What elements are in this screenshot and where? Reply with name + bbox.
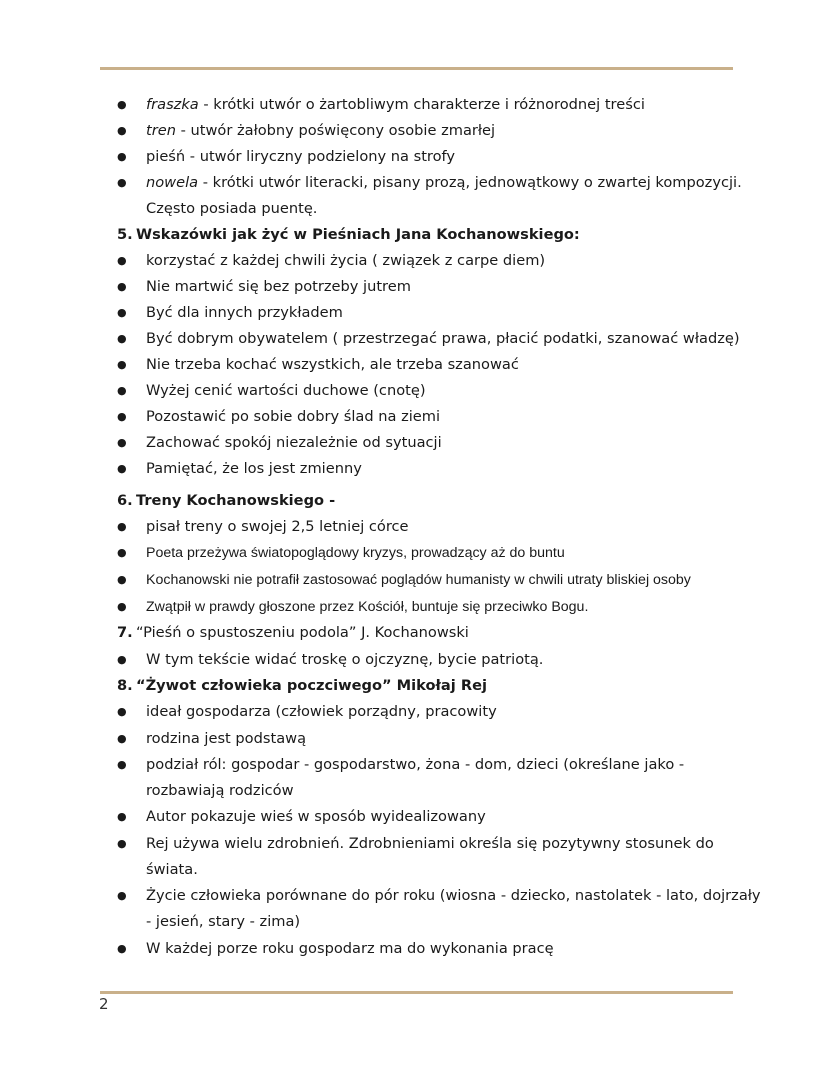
bullet-icon: ● (117, 653, 127, 666)
bottom-divider (100, 991, 733, 994)
term: tren (146, 122, 176, 139)
bullet-icon: ● (117, 98, 127, 111)
bullet-icon: ● (117, 410, 127, 423)
section-title: Wskazówki jak żyć w Pieśniach Jana Kochanowskiego: (136, 226, 580, 243)
term-definition: - krótki utwór o żartobliwym charakterze i różnorodnej treści (198, 96, 645, 113)
bullet-icon: ● (117, 520, 127, 533)
bullet-icon: ● (117, 889, 127, 902)
page-number: 2 (99, 995, 109, 1013)
bullet-icon: ● (117, 810, 127, 823)
top-divider (100, 67, 733, 70)
bullet-icon: ● (117, 358, 127, 371)
bullet-icon: ● (117, 705, 127, 718)
section-number: 8. (117, 677, 133, 694)
bullet-icon: ● (117, 332, 127, 345)
section-number: 5. (117, 226, 133, 243)
bullet-icon: ● (117, 462, 127, 475)
bullet-icon: ● (117, 732, 127, 745)
section-title: “Pieśń o spustoszeniu podola” J. Kochanowski (136, 624, 469, 641)
bullet-icon: ● (117, 573, 127, 586)
bullet-icon: ● (117, 600, 127, 613)
bullet-icon: ● (117, 837, 127, 850)
bullet-icon: ● (117, 546, 127, 559)
term: fraszka (146, 96, 199, 113)
bullet-icon: ● (117, 942, 127, 955)
section-title: Treny Kochanowskiego - (136, 492, 336, 509)
term-definition: - krótki utwór literacki, pisany prozą, jednowątkowy o zwartej kompozycji. (198, 174, 742, 191)
bullet-icon: ● (117, 254, 127, 267)
bullet-icon: ● (117, 306, 127, 319)
bullet-icon: ● (117, 124, 127, 137)
section-title: “Żywot człowieka poczciwego” Mikołaj Rej (136, 677, 487, 694)
bullet-icon: ● (117, 436, 127, 449)
term-definition: pieśń - utwór liryczny podzielony na strofy (146, 148, 456, 165)
bullet-icon: ● (117, 758, 127, 771)
term: nowela (146, 174, 199, 191)
section-number: 7. (117, 624, 133, 641)
section-number: 6. (117, 492, 133, 509)
bullet-icon: ● (117, 280, 127, 293)
term-definition: - utwór żałobny poświęcony osobie zmarłej (175, 122, 496, 139)
bullet-icon: ● (117, 384, 127, 397)
bullet-icon: ● (117, 176, 127, 189)
bullet-icon: ● (117, 150, 127, 163)
